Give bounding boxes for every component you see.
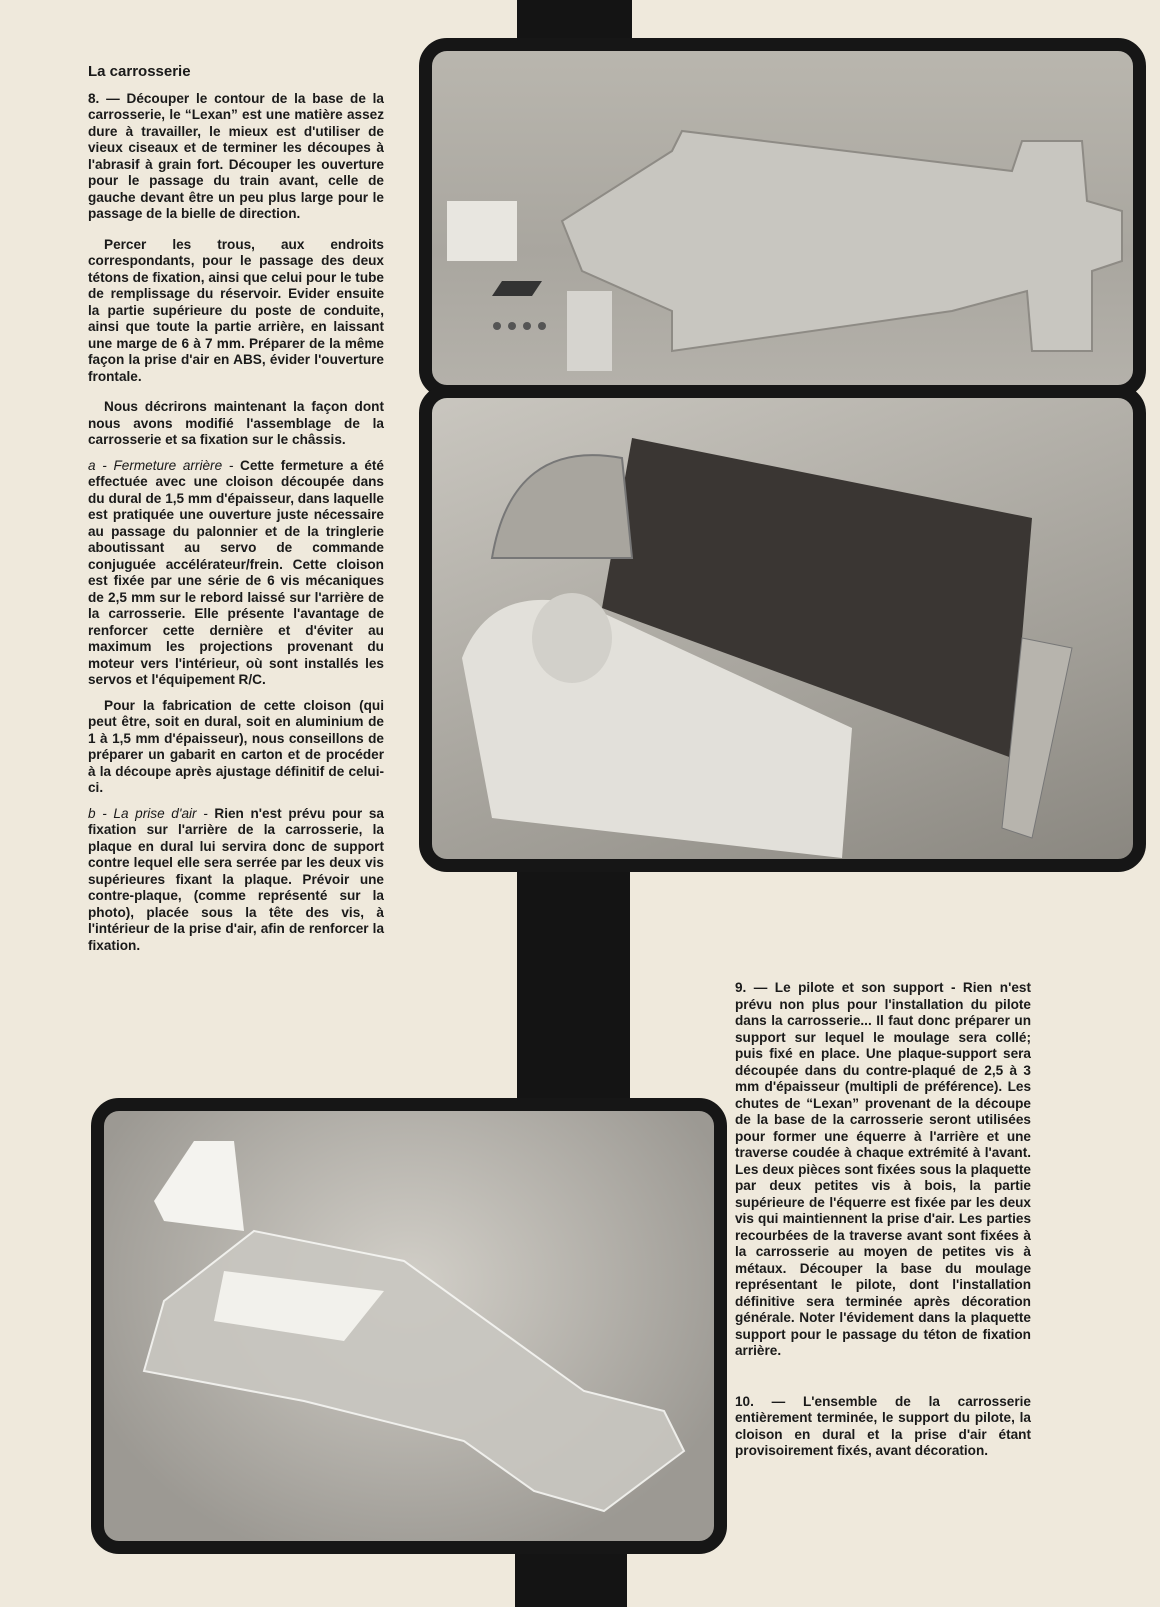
paragraph-step-9: 9. — Le pilote et son support - Rien n'est prévu non plus pour l'installation du pilote dans la carrosserie... Il faut donc préparer un support sur lequel le moulage sera collé; puis fixé en place. Une plaque-support sera découpée dans du contre-plaqué de 2,5 à 3 mm d'épaisseur (multipli de préférence). Les chutes de “Lexan” provenant de la découpe de la base de la carrosserie seront utilisées pour former une équerre à l'arrière et une traverse coudée à chaque extrémité à l'avant. Les deux pièces sont fixées sous la plaquette par deux petites vis à bois, la partie supérieure de l'équerre est fixée par les deux vis qui maintiennent la prise d'air. Les parties recourbées de la traverse avant sont fixées à la carrosserie au moyen de petites vis à métaux. Découper la base du moulage représentant le pilote, dont l'installation définitive sera terminée après décoration générale. Noter l'évidement dans la plaquette support pour le passage du téton de fixation arrière. [735, 980, 1031, 1358]
body-shell-illustration [432, 51, 1133, 385]
photo-body-shell-top-view [419, 38, 1146, 398]
paragraph-nous: Nous décrirons maintenant la façon dont nous avons modifié l'assemblage de la carrosserie et sa fixation sur le châssis. [88, 399, 384, 447]
subheading-fermeture-arriere: a - Fermeture arrière - [88, 457, 234, 473]
right-text-column [735, 980, 1031, 1469]
subheading-prise-air: b - La prise d'air - [88, 805, 208, 821]
decorative-band-middle [517, 860, 630, 1110]
paragraph-step-10: 10. — L'ensemble de la carrosserie entièrement terminée, le support du pilote, la cloison en dural et la prise d'air étant provisoirement fixés, avant décoration. [735, 1393, 1031, 1458]
section-heading: La carrosserie [88, 63, 191, 80]
paragraph-pour: Pour la fabrication de cette cloison (qui peut être, soit en dural, soit en aluminium de 1 à 1,5 mm d'épaisseur), nous conseillons de préparer un gabarit en carton et de procéder à la découpe après ajustage définitif de celui-ci. [88, 697, 384, 795]
paragraph-fermeture-arriere [88, 458, 384, 689]
text-prise-air: Rien n'est prévu pour sa fixation sur l'arrière de la carrosserie, la plaque en dural lui servira donc de support contre lequel elle sera serrée par les deux vis supérieures fixant la plaque. Prévoir une contre-plaque, (comme représenté sur la photo), placée sous la tête des vis, à l'intérieur de la prise d'air, afin de renforcer la fixation. [88, 805, 384, 953]
paragraph-step-8: 8. — Découper le contour de la base de la carrosserie, le “Lexan” est une matière assez dure à travailler, le mieux est d'utiliser de vieux ciseaux et de terminer les découpes à l'abrasif à grain fort. Découper les ouverture pour le passage du train avant, celle de gauche devant être un peu plus large pour le passage de la bielle de direction. [88, 90, 384, 221]
paragraph-percer: Percer les trous, aux endroits correspondants, pour le passage des deux tétons de fixation, ainsi que celui pour le tube de remplissage du réservoir. Evider ensuite la partie supérieure du poste de conduite, ainsi que toute la partie arrière, en laissant une marge de 6 à 7 mm. Préparer de la même façon la prise d'air en ABS, évider l'ouverture frontale. [88, 236, 384, 384]
decorative-band-bottom [515, 1545, 627, 1607]
pilot-support-illustration [432, 398, 1133, 859]
left-text-column [88, 64, 384, 963]
paragraph-prise-air [88, 806, 384, 955]
photo-finished-body [91, 1098, 727, 1554]
text-fermeture-arriere: Cette fermeture a été effectuée avec une cloison découpée dans du dural de 1,5 mm d'épaisseur, dans laquelle est pratiquée une ouverture juste nécessaire au passage du palonnier et de la tringlerie aboutissant au servo de commande conjuguée accélérateur/frein. Cette cloison est fixée par une série de 6 vis mécaniques de 2,5 mm sur le rebord laissé sur l'arrière de la carrosserie. Elle présente l'avantage de renforcer cette dernière et d'éviter au maximum les projections provenant du moteur vers l'intérieur, où sont installés les servos et l'équipement R/C. [88, 457, 384, 687]
photo-pilot-and-support [419, 385, 1146, 872]
finished-body-illustration [104, 1111, 714, 1541]
